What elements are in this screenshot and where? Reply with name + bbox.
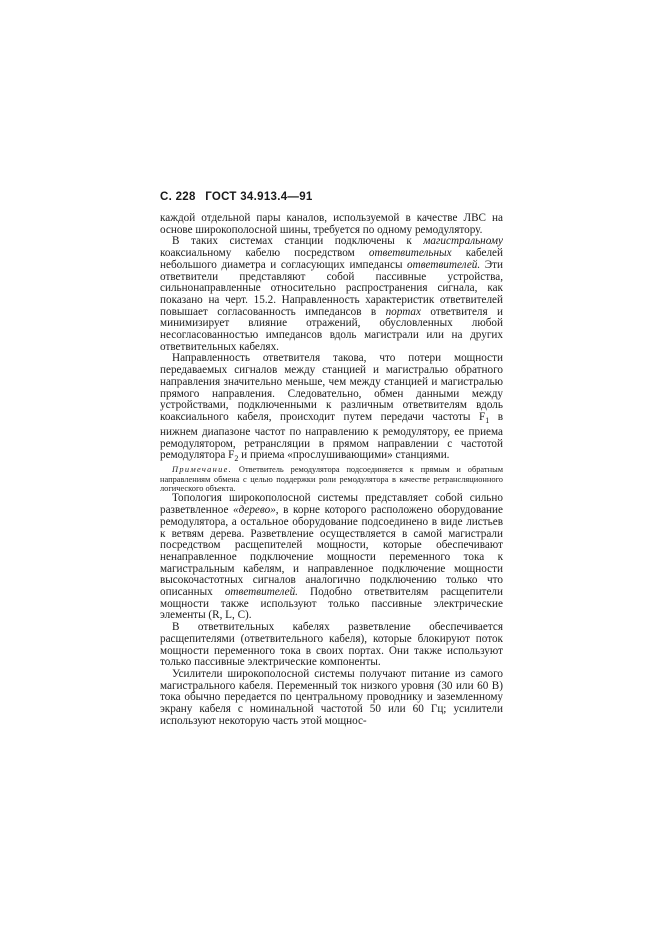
body-text bbox=[160, 213, 503, 728]
paragraph-2: В таких системах станции подключены к магистральному коаксиальному кабелю посредством ответвительных кабелей небольшого диаметра и согласующих импедансы ответвителей. Эти ответвители представляют собой пассивные устройства, сильнонаправленные относительно распространения сигнала, как показано на черт. 15.2. Направленность характеристик ответвителей повышает согласованность импедансов в портах ответвителя и минимизирует влияние отражений, обусловленных любой несогласованностью импедансов вдоль магистрали или на других ответвительных кабелях. bbox=[160, 235, 504, 353]
note-label: Примечание. bbox=[172, 465, 233, 475]
standard-code: ГОСТ 34.913.4—91 bbox=[205, 191, 313, 203]
note bbox=[160, 465, 503, 493]
paragraph-6: Усилители широкополосной системы получают питание из самого магистрального кабеля. Переменный ток низкого уровня (30 или 60 В) тока обычно передается по центральному проводнику и заземленному экрану кабеля с номинальной частотой 50 или 60 Гц; усилители используют некоторую часть этой мощнос- bbox=[160, 668, 503, 727]
paragraph-5: В ответвительных кабелях разветвление обеспечивается расщепителями (ответвительного кабеля), которые блокируют поток мощности переменного тока в своих портах. Они также используют только пассивные электрические компоненты. bbox=[160, 621, 503, 669]
note-text: Ответвитель ремодулятора подсоединяется к прямым и обратным направлениям обмена с целью поддержки роли ремодулятора в качестве ретрансляционного логического объекта. bbox=[160, 465, 503, 494]
paragraph-3: Направленность ответвителя такова, что потери мощности передаваемых сигналов между станцией и магистралью обратного направления значительно меньше, чем между станцией и магистралью прямого направления. Следовательно, обмен данными между устройствами, подключенными к различным ответвителям вдоль коаксиального кабеля, происходит путем передачи частоты $F_1$ в нижнем диапазоне частот по направлению к ремодулятору, ее приема ремодулятором, ретрансляции в прямом направлении с частотой ремодулятора $F_2$ и приема «прослушивающими» станциями. bbox=[160, 352, 503, 464]
running-header bbox=[160, 191, 319, 203]
page-number: С. 228 bbox=[160, 191, 196, 203]
paragraph-1: каждой отдельной пары каналов, используемой в качестве ЛВС на основе широкополосной шины, требуется по одному ремодулятору. bbox=[160, 212, 503, 236]
paragraph-4: Топология широкополосной системы представляет собой сильно разветвленное «дерево», в корне которого расположено оборудование ремодулятора, а остальное оборудование подсоединено в виде листьев к ветвям дерева. Разветвление осуществляется в самой магистрали посредством расщепителей мощности, которые обеспечивают ненаправленное подключение мощности переменного тока к магистральным кабелям, и направленное подключение мощности высокочастотных сигналов аналогично подключению только что описанных ответвителей. Подобно ответвителям расщепители мощности также используют только пассивные электрические элементы (R, L, C). bbox=[160, 492, 503, 622]
